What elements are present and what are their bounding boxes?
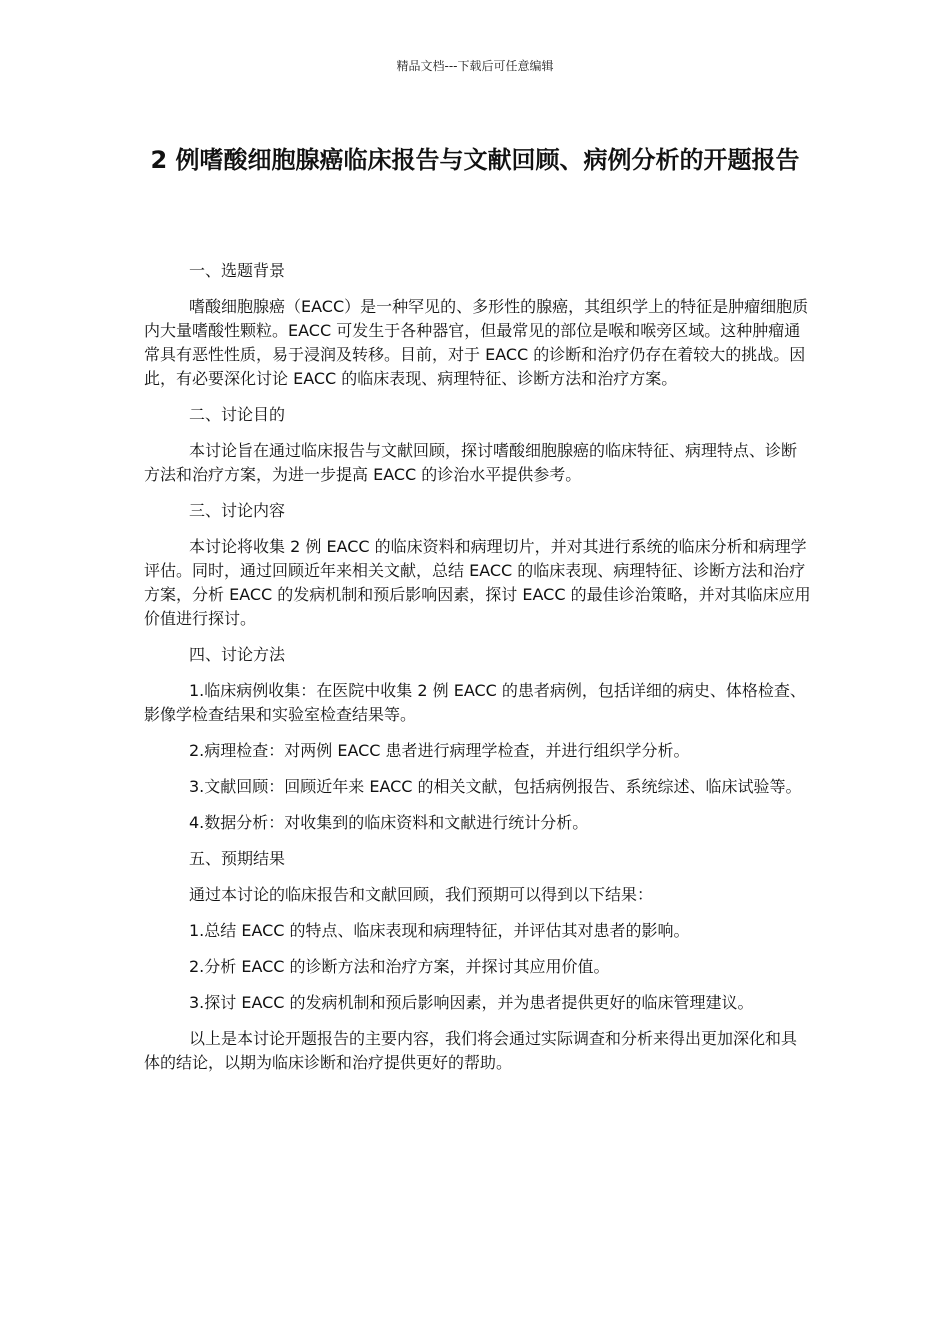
document-body xyxy=(144,259,812,1087)
section-heading: 五、预期结果 xyxy=(189,849,286,868)
body-paragraph: 以上是本讨论开题报告的主要内容，我们将会通过实际调查和分析来得出更加深化和具体的结论，以期为临床诊断和治疗提供更好的帮助。 xyxy=(144,1029,798,1072)
document-title: 2 例嗜酸细胞腺癌临床报告与文献回顾、病例分析的开题报告 xyxy=(150,146,800,174)
body-paragraph: 本讨论将收集 2 例 EACC 的临床资料和病理切片，并对其进行系统的临床分析和病理学评估。同时，通过回顾近年来相关文献，总结 EACC 的临床表现、病理特征、诊断方法和治疗方案，分析 EACC 的发病机制和预后影响因素，探讨 EACC 的最佳诊治策略，并对其临床应用价值进行探讨。 xyxy=(144,537,811,628)
section-heading: 四、讨论方法 xyxy=(189,645,286,664)
body-paragraph: 本讨论旨在通过临床报告与文献回顾，探讨嗜酸细胞腺癌的临床特征、病理特点、诊断方法和治疗方案，为进一步提高 EACC 的诊治水平提供参考。 xyxy=(144,441,798,484)
list-item: 2.分析 EACC 的诊断方法和治疗方案，并探讨其应用价值。 xyxy=(189,957,610,976)
list-item: 1.总结 EACC 的特点、临床表现和病理特征，并评估其对患者的影响。 xyxy=(189,921,690,940)
body-paragraph: 嗜酸细胞腺癌（EACC）是一种罕见的、多形性的腺癌，其组织学上的特征是肿瘤细胞质内大量嗜酸性颗粒。EACC 可发生于各种器官，但最常见的部位是喉和喉旁区域。这种肿瘤通常具有恶性性质，易于浸润及转移。目前，对于 EACC 的诊断和治疗仍存在着较大的挑战。因此，有必要深化讨论 EACC 的临床表现、病理特征、诊断方法和治疗方案。 xyxy=(144,297,809,388)
list-item: 4.数据分析：对收集到的临床资料和文献进行统计分析。 xyxy=(189,813,589,832)
list-item: 3.文献回顾：回顾近年来 EACC 的相关文献，包括病例报告、系统综述、临床试验等。 xyxy=(189,777,802,796)
list-item: 2.病理检查：对两例 EACC 患者进行病理学检查，并进行组织学分析。 xyxy=(189,741,690,760)
section-heading: 二、讨论目的 xyxy=(189,405,286,424)
header-note: 精品文档---下载后可任意编辑 xyxy=(396,59,554,73)
list-item: 3.探讨 EACC 的发病机制和预后影响因素，并为患者提供更好的临床管理建议。 xyxy=(189,993,754,1012)
section-heading: 一、选题背景 xyxy=(189,261,286,280)
list-item: 1.临床病例收集：在医院中收集 2 例 EACC 的患者病例，包括详细的病史、体格检查、影像学检查结果和实验室检查结果等。 xyxy=(144,681,806,724)
section-heading: 三、讨论内容 xyxy=(189,501,286,520)
body-paragraph: 通过本讨论的临床报告和文献回顾，我们预期可以得到以下结果： xyxy=(189,885,654,904)
